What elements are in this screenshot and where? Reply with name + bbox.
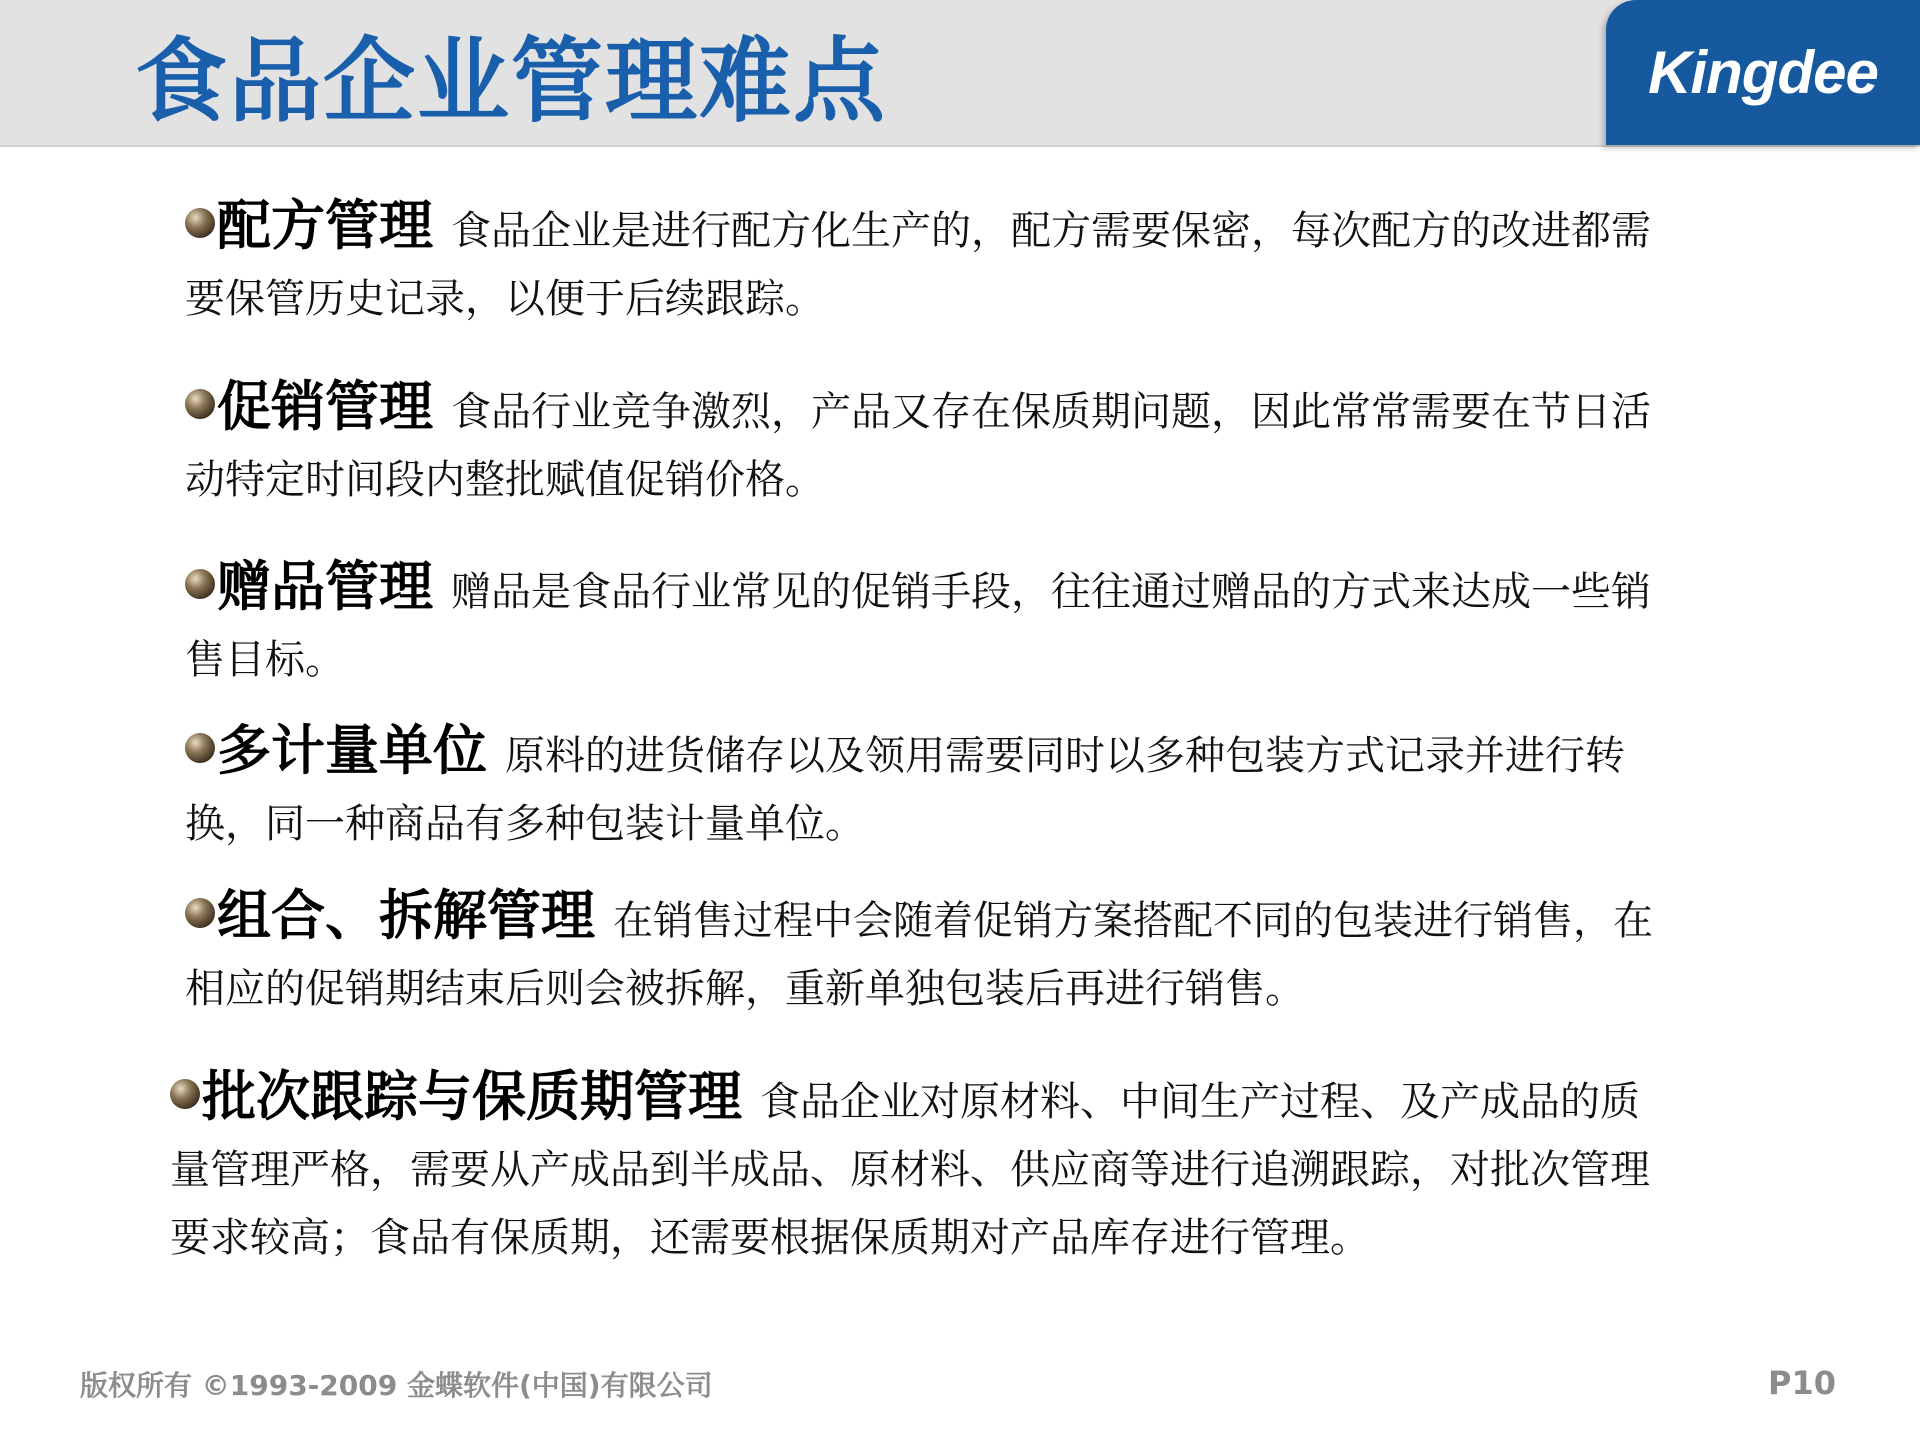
item-heading: 配方管理 xyxy=(217,194,433,257)
footer-copyright: 版权所有 ©1993-2009 金蝶软件(中国)有限公司 xyxy=(80,1369,713,1402)
item-heading: 多计量单位 xyxy=(217,719,487,782)
page-title: 食品企业管理难点 xyxy=(135,28,888,135)
list-item-promotion xyxy=(185,373,1685,514)
bullet-ball-icon xyxy=(185,208,215,238)
list-item-gift xyxy=(185,553,1685,694)
item-heading: 赠品管理 xyxy=(217,555,433,618)
list-item-multi-unit xyxy=(185,717,1685,858)
logo-text: Kingdee xyxy=(1648,39,1878,106)
item-text: 食品企业是进行配方化生产的，配方需要保密，每次配方的改进都需要保管历史记录，以便于后续跟踪。 xyxy=(185,208,1651,322)
item-text: 食品行业竞争激烈，产品又存在保质期问题，因此常常需要在节日活动特定时间段内整批赋值促销价格。 xyxy=(185,389,1651,503)
list-item-recipe xyxy=(185,192,1685,333)
bullet-ball-icon xyxy=(185,898,215,928)
item-heading: 促销管理 xyxy=(217,375,433,438)
kingdee-logo xyxy=(1606,0,1920,145)
list-item-assembly xyxy=(185,882,1685,1023)
bullet-ball-icon xyxy=(185,569,215,599)
bullet-ball-icon xyxy=(185,389,215,419)
list-item-batch-shelf-life xyxy=(170,1063,1670,1272)
page-number: P10 xyxy=(1768,1364,1836,1402)
item-text: 食品企业对原材料、中间生产过程、及产成品的质量管理严格，需要从产成品到半成品、原材料、供应商等进行追溯跟踪，对批次管理要求较高；食品有保质期，还需要根据保质期对产品库存进行管理。 xyxy=(170,1079,1650,1261)
item-text: 在销售过程中会随着促销方案搭配不同的包装进行销售，在相应的促销期结束后则会被拆解，重新单独包装后再进行销售。 xyxy=(185,898,1653,1012)
item-text: 赠品是食品行业常见的促销手段，往往通过赠品的方式来达成一些销售目标。 xyxy=(185,569,1651,683)
item-heading: 组合、拆解管理 xyxy=(217,884,595,947)
bullet-ball-icon xyxy=(185,733,215,763)
item-heading: 批次跟踪与保质期管理 xyxy=(202,1065,742,1128)
bullet-ball-icon xyxy=(170,1079,200,1109)
item-text: 原料的进货储存以及领用需要同时以多种包装方式记录并进行转换，同一种商品有多种包装计量单位。 xyxy=(185,733,1625,847)
